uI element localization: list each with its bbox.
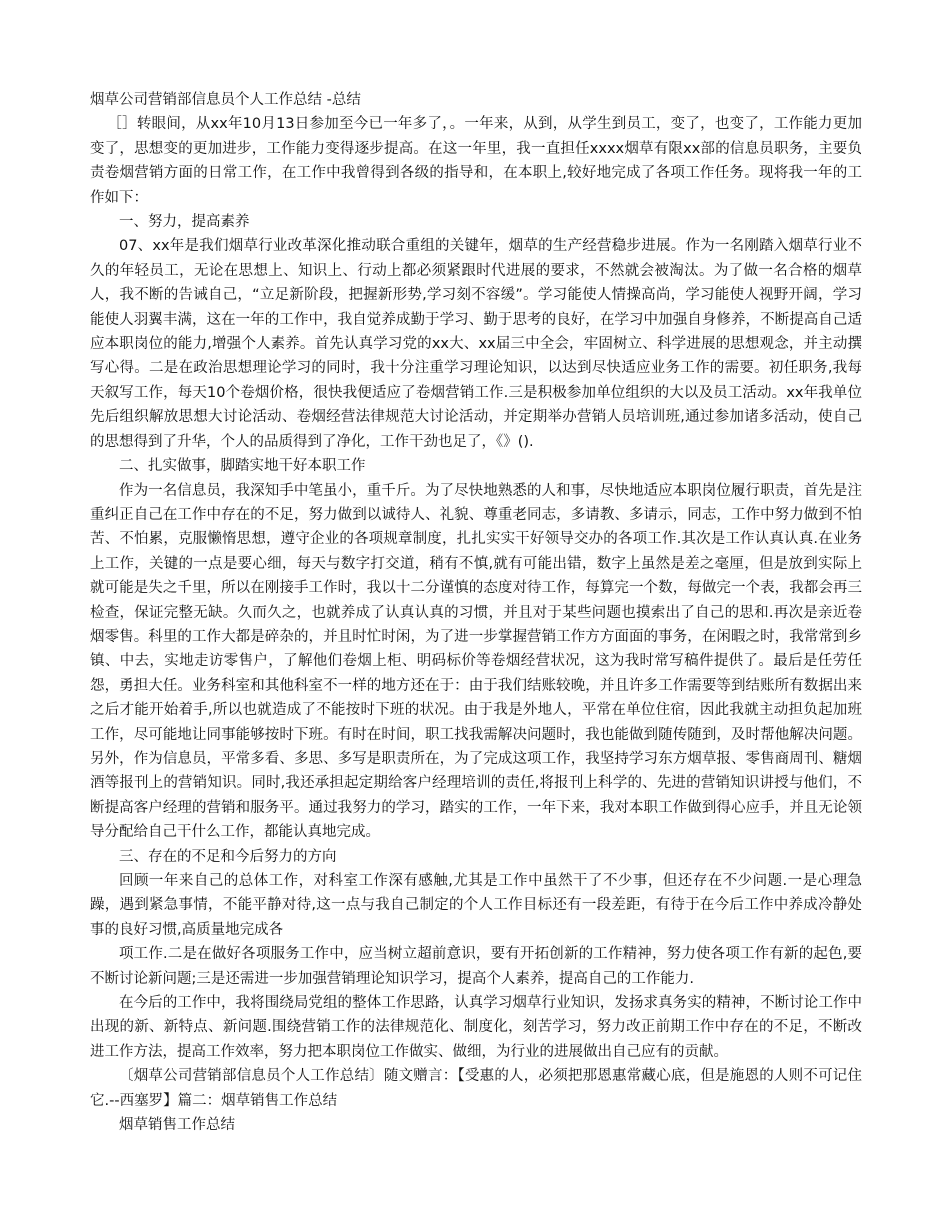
paragraph-review-continued: 项工作.二是在做好各项服务工作中，应当树立超前意识，要有开拓创新的工作精神，努力使各项工作有新的起色,要不断讨论新问题;三是还需进一步加强营销理论知识学习，提高个人素养，提高自己的工作能力. [90, 946, 862, 987]
paragraph-future: 在今后的工作中，我将围绕局党组的整体工作思路，认真学习烟草行业知识，发扬求真务实的精神，不断讨论工作中出现的新、新特点、新问题.围绕营销工作的法律规范化、制度化，刻苦学习，努力改正前期工作中存在的不足，不断改进工作方法，提高工作效率，努力把本职岗位工作做实、做细，为行业的进展做出自己应有的贡献。 [90, 995, 862, 1060]
document-page [90, 88, 862, 1137]
paragraph-work: 作为一名信息员，我深知手中笔虽小，重千斤。为了尽快地熟悉的人和事，尽快地适应本职岗位履行职责，首先是注重纠正自己在工作中存在的不足，努力做到以诚待人、礼貌、尊重老同志，多请教、多请示，同志，工作中努力做到不怕苦、不怕累，克服懒惰思想，遵守企业的各项规章制度，扎扎实实干好领导交办的各项工作.其次是工作认真认真.在业务上工作，关键的一点是要心细，每天与数字打交道，稍有不慎,就有可能出错，数字上虽然是差之毫厘，但是放到实际上就可能是失之千里，所以在刚接手工作时，我以十二分谨慎的态度对待工作，每算完一个数，每做完一个表，我都会再三检查，保证完整无缺。久而久之，也就养成了认真认真的习惯，并且对于某些问题也摸索出了自己的思和.再次是亲近卷烟零售。科里的工作大都是碎杂的，并且时忙时闲，为了进一步掌握营销工作方方面面的事务，在闲暇之时，我常常到乡镇、中去，实地走访零售户，了解他们卷烟上柜、明码标价等卷烟经营状况，这为我时常写稿件提供了。最后是任劳任怨，勇担大任。业务科室和其他科室不一样的地方还在于：由于我们结账较晚，并且许多工作需要等到结账所有数据出来之后才能开始着手,所以也就造成了不能按时下班的状况。由于我是外地人，平常在单位住宿，因此我就主动担负起加班工作，尽可能地让同事能够按时下班。有时在时间，职工找我需解决问题时，我也能做到随传随到，及时帮他解决问题。另外，作为信息员，平常多看、多思、多写是职责所在，为了完成这项工作，我坚持学习东方烟草报、零售商周刊、糖烟酒等报刊上的营销知识。同时,我还承担起定期给客户经理培训的责任,将报刊上科学的、先进的营销知识讲授与他们，不断提高客户经理的营销和服务平。通过我努力的学习，踏实的工作，一年下来，我对本职工作做到得心应手，并且无论领导分配给自己干什么工作，都能认真地完成。 [90, 482, 862, 841]
document-title: 烟草公司营销部信息员个人工作总结 -总结 [90, 92, 361, 108]
paragraph-closing-quote: 〔烟草公司营销部信息员个人工作总结〕随文赠言：【受惠的人，必须把那恩惠常藏心底，但是施恩的人则不可记住它.--西塞罗】篇二：烟草销售工作总结 [90, 1068, 862, 1109]
next-section-title: 烟草销售工作总结 [119, 1117, 235, 1134]
paragraph-review: 回顾一年来自己的总体工作，对科室工作深有感触,尤其是工作中虽然干了不少事，但还存在不少问题.一是心理急躁，遇到紧急事情，不能平静对待,这一点与我自己制定的个人工作目标还有一段差距，有待于在今后工作中养成冷静处事的良好习惯,高质量地完成各 [90, 873, 862, 938]
paragraph-study: 07、xx年是我们烟草行业改革深化推动联合重组的关键年，烟草的生产经营稳步进展。作为一名刚踏入烟草行业不久的年轻员工，无论在思想上、知识上、行动上都必须紧跟时代进展的要求，不然就会被淘汰。为了做一名合格的烟草人，我不断的告诫自己，“立足新阶段，把握新形势,学习刻不容缓”。学习能使人情操高尚，学习能使人视野开阔，学习能使人羽翼丰满，这在一年的工作中，我自觉养成勤于学习、勤于思考的良好，在学习中加强自身修养，不断提高自己适应本职岗位的能力,增强个人素养。首先认真学习党的xx大、xx届三中全会，牢固树立、科学进展的思想观念，并主动撰写心得。二是在政治思想理论学习的同时，我十分注重学习理论知识，以达到尽快适应业务工作的需要。初任职务,我每天叙写工作，每天10个卷烟价格，很快我便适应了卷烟营销工作.三是积极参加单位组织的大以及员工活动。xx年我单位先后组织解放思想大讨论活动、卷烟经营法律规范大讨论活动，并定期举办营销人员培训班,通过参加诸多活动，使自己的思想得到了升华，个人的品质得到了净化，工作干劲也足了，《》(). [90, 238, 862, 450]
section-heading-1: 一、努力，提高素养 [119, 214, 250, 231]
section-heading-3: 三、存在的不足和今后努力的方向 [119, 848, 337, 865]
section-heading-2: 二、扎实做事，脚踏实地干好本职工作 [119, 458, 366, 475]
paragraph-intro: ［］转眼间，从xx年10月13日参加至今已一年多了，。一年来，从到，从学生到员工，变了，也变了，工作能力更加变了，思想变的更加进步，工作能力变得逐步提高。在这一年里，我一直担任xxxx烟草有限xx部的信息员职务，主要负责卷烟营销方面的日常工作，在工作中我曾得到各级的指导和，在本职上,较好地完成了各项工作任务。现将我一年的工作如下： [90, 116, 862, 206]
